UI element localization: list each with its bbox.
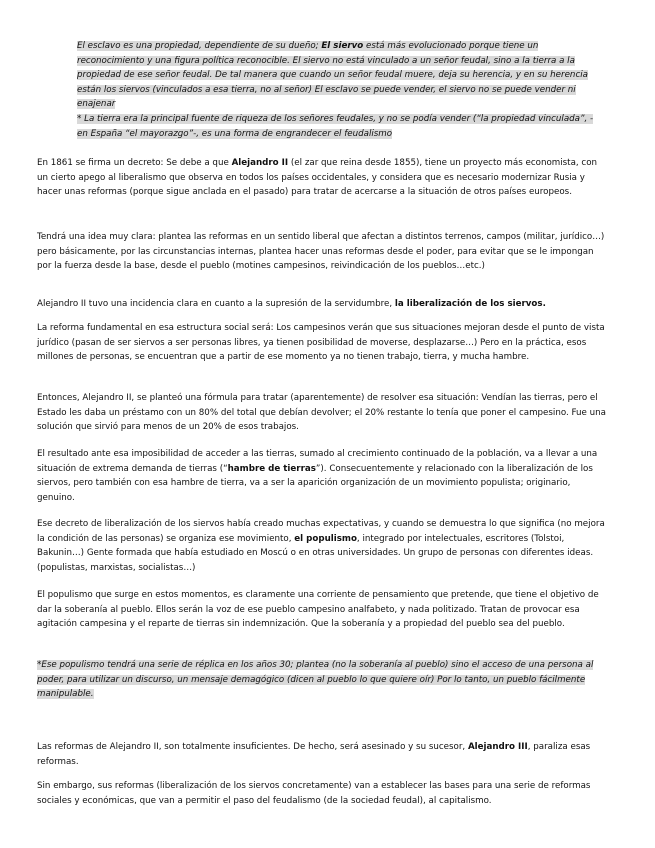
populism-note-text: *Ese populismo tendrá una serie de réplica en los años 30; plantea (no la soberanía al pueblo) sino el acceso de una persona al poder, para utilizar un discurso, un mensaje demagógico (dicen al pueblo lo que quiere oír) Por lo tanto, un pueblo fácilmente manipulable.	[37, 660, 594, 700]
paragraph-land-hunger: El resultado ante esa imposibilidad de acceder a las tierras, sumado al crecimiento continuado de la población, va a llevar a una situación de extrema demanda de tierras (“hambre de tierras”). Consecuentemente y relacionado con la liberalización de los siervos, pero también con esa hambre de tierra, va a ser la aparición organización de un movimiento populista; originario, genuino.	[37, 449, 598, 503]
land-note-text: * La tierra era la principal fuente de riqueza de los señores feudales, y no se podía vender (“la propiedad vinculada”, -en España “el mayorazgo”-, es una forma de engrandecer el feudalismo	[77, 113, 594, 139]
paragraph-decree-1861: En 1861 se firma un decreto: Se debe a que Alejandro II (el zar que reina desde 1855), tiene un proyecto más economista, con un cierto apego al liberalismo que observa en todos los países occidentales, y considera que es necesario modernizar Rusia y hacer unas reformas (porque sigue anclada en el pasado) para tratar de acercarse a la situación de otros países europeos.	[37, 158, 598, 198]
paragraph-populism-origin: Ese decreto de liberalización de los siervos había creado muchas expectativas, y cuando se demuestra lo que significa (no mejora la condición de las personas) se organiza ese movimiento, el populismo, integrado por intelectuales, escritores (Tolstoi, Bakunin…) Gente formada que había estudiado en Moscú o en otras universidades. Un grupo de personas con diferentes ideas. (populistas, marxistas, socialistas…)	[37, 519, 605, 573]
paragraph-feudalism-to-capitalism: Sin embargo, sus reformas (liberalización de los siervos concretamente) van a establecer las bases para una serie de reformas sociales y económicas, que van a permitir el paso del feudalismo (de la sociedad feudal), al capitalismo.	[37, 781, 591, 806]
paragraph-reform-idea: Tendrá una idea muy clara: plantea las reformas en un sentido liberal que afectan a distintos terrenos, campos (militar, jurídico…) pero básicamente, por las circunstancias internas, plantea hacer unas reformas desde el poder, para evitar que se le impongan por la fuerza desde la base, desde el pueblo (motines campesinos, reivindicación de los pueblos…etc.)	[37, 232, 605, 272]
paragraph-serfdom-suppression: Alejandro II tuvo una incidencia clara en cuanto a la supresión de la servidumbre, la liberalización de los siervos.	[37, 299, 546, 309]
serfdom-note-text: El esclavo es una propiedad, dependiente de su dueño; El siervo está más evolucionado porque tiene un reconocimiento y una figura política reconocible. El siervo no está vinculado a un señor feudal, sino a la tierra a la propiedad de ese señor feudal. De tal manera que cuando un señor feudal muere, deja su herencia, y en su herencia están los siervos (vinculados a esa tierra, no al señor) El esclavo se puede vender, el siervo no se puede vender ni enajenar	[77, 41, 588, 110]
paragraph-alexander-iii: Las reformas de Alejandro II, son totalmente insuficientes. De hecho, será asesinado y su sucesor, Alejandro III, paraliza esas reformas.	[37, 742, 591, 767]
paragraph-fundamental-reform: La reforma fundamental en esa estructura social será: Los campesinos verán que sus situaciones mejoran desde el punto de vista jurídico (pasan de ser siervos a ser personas libres, ya tienen posibilidad de moverse, desplazarse…) Pero en la práctica, esos millones de personas, se encuentran que a partir de ese momento ya no tienen trabajo, tierra, y mucha hambre.	[37, 323, 605, 363]
paragraph-populism-definition: El populismo que surge en estos momentos, es claramente una corriente de pensamiento que pretende, que tiene el objetivo de dar la soberanía al pueblo. Ellos serán la voz de ese pueblo campesino analfabeto, y nada politizado. Tratan de provocar esa agitación campesina y el reparte de tierras sin indemnización. Que la soberanía y a propiedad del pueblo sea del pueblo.	[37, 590, 599, 630]
paragraph-loan-formula: Entonces, Alejandro II, se planteó una fórmula para tratar (aparentemente) de resolver esa situación: Vendían las tierras, pero el Estado les daba un préstamo con un 80% del total que debían devolver; el 20% restante lo tenía que poner el campesino. Fue una solución que sirvió para menos de un 20% de esos trabajos.	[37, 393, 606, 433]
populism-note-block	[37, 658, 607, 702]
serfdom-note-block	[77, 39, 600, 141]
